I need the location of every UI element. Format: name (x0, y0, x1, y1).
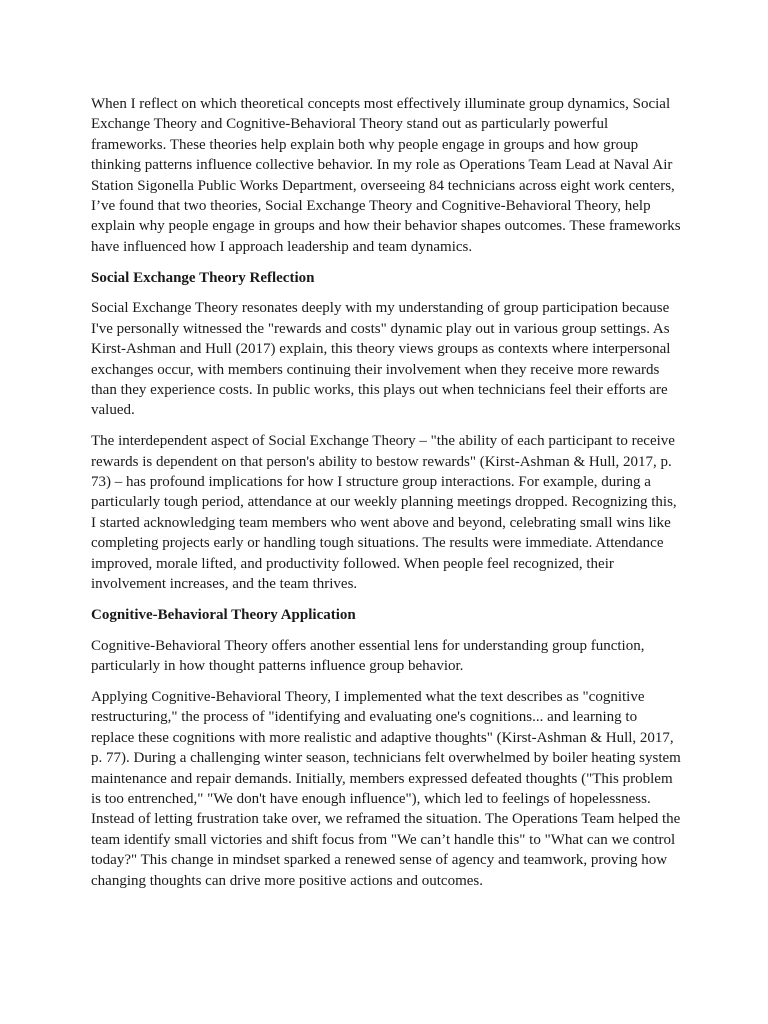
section-heading-social-exchange: Social Exchange Theory Reflection (91, 269, 315, 286)
body-paragraph: Cognitive-Behavioral Theory offers another essential lens for understanding group function, particularly in how thought patterns influence group behavior. (91, 637, 645, 675)
body-paragraph: Social Exchange Theory resonates deeply with my understanding of group participation because I've personally witnessed the "rewards and costs" dynamic play out in various group settings. As Kirst-Ashman and Hull (2017) explain, this theory views groups as contexts where interpersonal exchanges occur, with members continuing their involvement when they receive more rewards than they experience costs. In public works, this plays out when technicians feel their efforts are valued. (91, 300, 671, 419)
document-page (91, 94, 681, 901)
intro-paragraph: When I reflect on which theoretical concepts most effectively illuminate group dynamics, Social Exchange Theory and Cognitive-Behavioral Theory stand out as particularly powerful frameworks. These theories help explain both why people engage in groups and how group thinking patterns influence collective behavior. In my role as Operations Team Lead at Naval Air Station Sigonella Public Works Department, overseeing 84 technicians across eight work centers, I’ve found that two theories, Social Exchange Theory and Cognitive-Behavioral Theory, help explain why people engage in groups and how their behavior shapes outcomes. These frameworks have influenced how I approach leadership and team dynamics. (91, 96, 681, 255)
section-heading-cognitive-behavioral: Cognitive-Behavioral Theory Application (91, 606, 356, 623)
body-paragraph: Applying Cognitive-Behavioral Theory, I implemented what the text describes as "cognitive restructuring," the process of "identifying and evaluating one's cognitions... and learning to replace these cognitions with more realistic and adaptive thoughts" (Kirst-Ashman & Hull, 2017, p. 77). During a challenging winter season, technicians felt overwhelmed by boiler heating system maintenance and repair demands. Initially, members expressed defeated thoughts ("This problem is too entrenched," "We don't have enough influence"), which led to feelings of hopelessness. Instead of letting frustration take over, we reframed the situation. The Operations Team helped the team identify small victories and shift focus from "We can’t handle this" to "What can we control today?" This change in mindset sparked a renewed sense of agency and teamwork, proving how changing thoughts can drive more positive actions and outcomes. (91, 688, 681, 889)
body-paragraph: The interdependent aspect of Social Exchange Theory – "the ability of each participant to receive rewards is dependent on that person's ability to bestow rewards" (Kirst-Ashman & Hull, 2017, p. 73) – has profound implications for how I structure group interactions. For example, during a particularly tough period, attendance at our weekly planning meetings dropped. Recognizing this, I started acknowledging team members who went above and beyond, celebrating small wins like completing projects early or handling tough situations. The results were immediate. Attendance improved, morale lifted, and productivity followed. When people feel recognized, their involvement increases, and the team thrives. (91, 433, 677, 593)
